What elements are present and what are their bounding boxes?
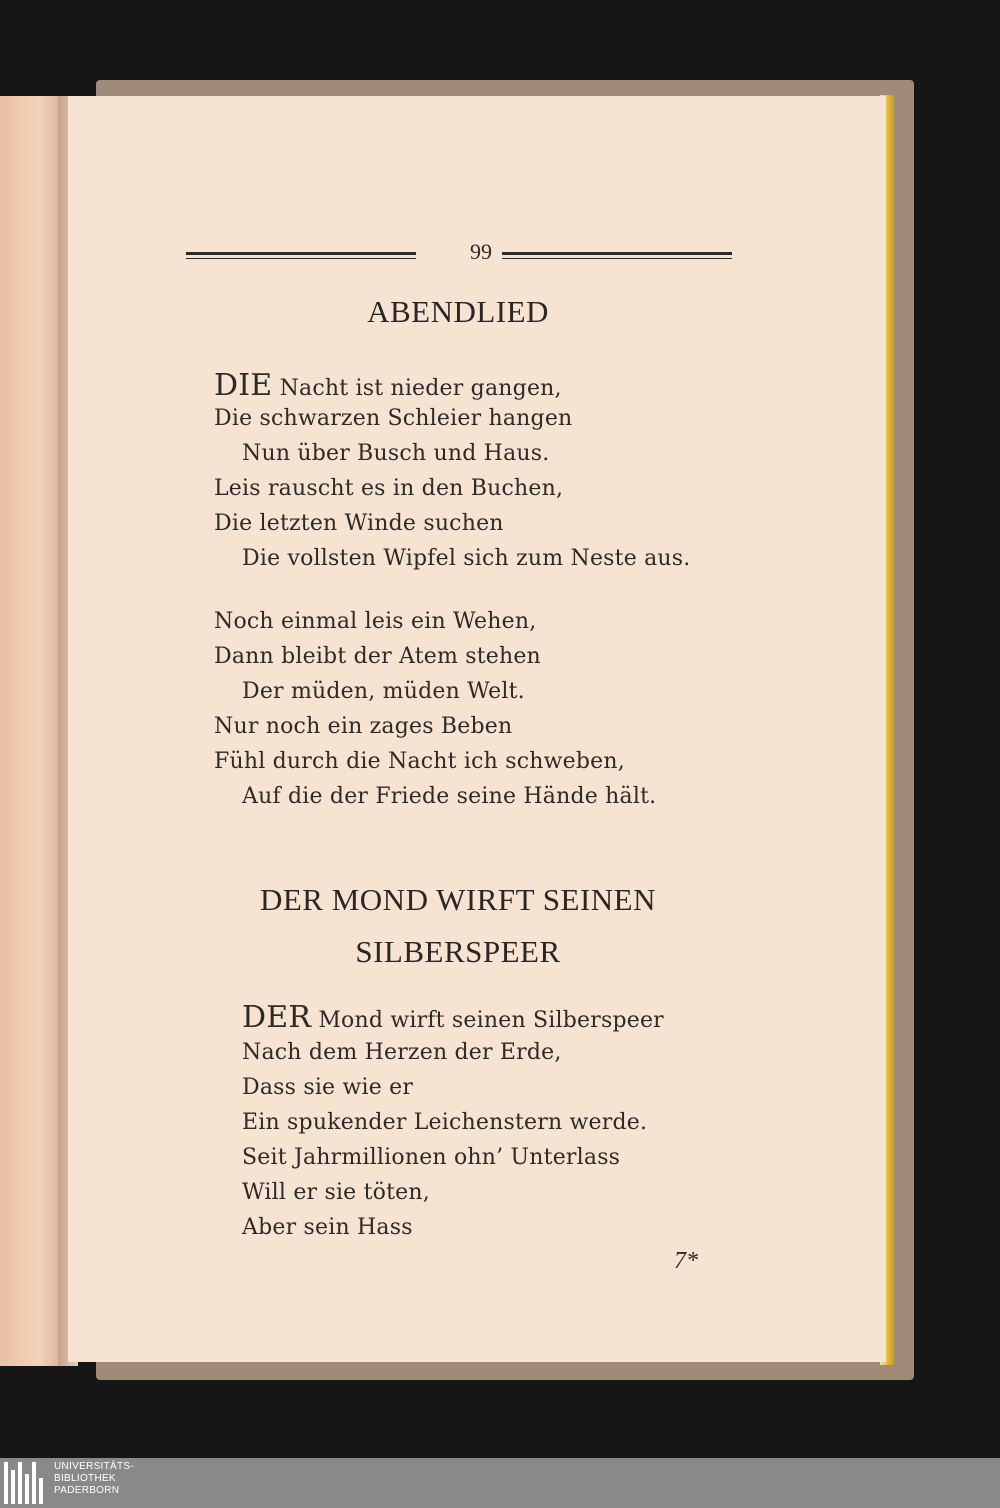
poem-line: Fühl durch die Nacht ich schweben, bbox=[214, 749, 625, 774]
library-name-line: BIBLIOTHEK bbox=[54, 1473, 116, 1484]
signature-mark: 7* bbox=[674, 1248, 698, 1274]
poem-title-mond bbox=[68, 874, 848, 978]
poem-line: Die schwarzen Schleier hangen bbox=[214, 406, 573, 431]
poem-title-line: SILBERSPEER bbox=[355, 934, 561, 969]
poem-line: Der müden, müden Welt. bbox=[242, 679, 525, 704]
page-number: 99 bbox=[470, 239, 492, 264]
poem-line: DER Mond wirft seinen Silberspeer bbox=[242, 1000, 664, 1035]
poem-line: Will er sie töten, bbox=[242, 1180, 430, 1205]
library-name-line: PADERBORN bbox=[54, 1485, 120, 1496]
poem-line: Aber sein Hass bbox=[242, 1215, 413, 1240]
poem-line: Nach dem Herzen der Erde, bbox=[242, 1040, 562, 1065]
library-footer bbox=[0, 1458, 1000, 1508]
book-page bbox=[68, 96, 886, 1362]
poem-line: Nun über Busch und Haus. bbox=[242, 441, 550, 466]
poem-line: Leis rauscht es in den Buchen, bbox=[214, 476, 564, 501]
poem-title-line: DER MOND WIRFT SEINEN bbox=[259, 882, 656, 917]
poem-line: Dass sie wie er bbox=[242, 1075, 414, 1100]
poem-line: Ein spukender Leichenstern werde. bbox=[242, 1110, 648, 1135]
poem-line: Die letzten Winde suchen bbox=[214, 511, 504, 536]
library-logo-icon bbox=[4, 1462, 48, 1504]
poem-line: Dann bleibt der Atem stehen bbox=[214, 644, 541, 669]
poem-line: Nur noch ein zages Beben bbox=[214, 714, 513, 739]
poem-line: Seit Jahrmillionen ohn’ Unterlass bbox=[242, 1145, 621, 1170]
poem-line: DIE Nacht ist nieder gangen, bbox=[214, 368, 562, 403]
header-rule-left bbox=[186, 252, 416, 263]
poem-title-abendlied: ABENDLIED bbox=[367, 294, 549, 329]
library-name-line: UNIVERSITÄTS- bbox=[54, 1461, 135, 1472]
poem-line: Noch einmal leis ein Wehen, bbox=[214, 609, 537, 634]
poem-line: Die vollsten Wipfel sich zum Neste aus. bbox=[242, 546, 691, 571]
library-name bbox=[54, 1461, 134, 1497]
poem-line: Auf die der Friede seine Hände hält. bbox=[242, 784, 657, 809]
header-rule-right bbox=[502, 252, 732, 263]
